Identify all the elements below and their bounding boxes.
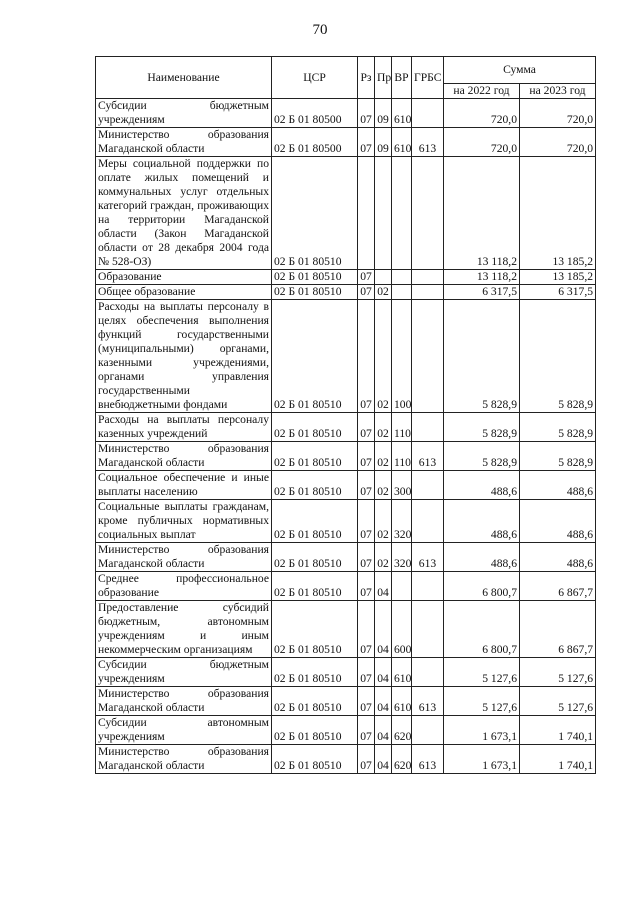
cell-vr: [392, 285, 412, 300]
cell-sum-2022: 1 673,1: [444, 716, 520, 745]
budget-table: [95, 56, 596, 774]
cell-rz: 07: [358, 285, 375, 300]
cell-sum-2022: 13 118,2: [444, 157, 520, 270]
cell-rz: 07: [358, 270, 375, 285]
table-row: [96, 128, 596, 157]
cell-rz: 07: [358, 687, 375, 716]
cell-pr: 04: [375, 745, 392, 774]
cell-vr: 110: [392, 442, 412, 471]
cell-csr: 02 Б 01 80510: [272, 300, 358, 413]
cell-sum-2022: 5 828,9: [444, 442, 520, 471]
table-row: [96, 572, 596, 601]
cell-pr: 02: [375, 500, 392, 543]
cell-name: Министерство образования Магаданской области: [96, 128, 272, 157]
cell-csr: 02 Б 01 80510: [272, 658, 358, 687]
cell-csr: 02 Б 01 80510: [272, 442, 358, 471]
table-row: [96, 285, 596, 300]
cell-name: Субсидии бюджетным учреждениям: [96, 658, 272, 687]
table-row: [96, 270, 596, 285]
cell-sum-2022: 6 800,7: [444, 572, 520, 601]
cell-grbs: 613: [412, 543, 444, 572]
cell-sum-2023: 720,0: [520, 99, 596, 128]
cell-vr: 610: [392, 687, 412, 716]
cell-rz: 07: [358, 413, 375, 442]
cell-sum-2022: 720,0: [444, 128, 520, 157]
cell-name: Расходы на выплаты персоналу казенных учреждений: [96, 413, 272, 442]
cell-grbs: [412, 658, 444, 687]
cell-sum-2023: 6 867,7: [520, 601, 596, 658]
cell-rz: [358, 157, 375, 270]
cell-sum-2023: 13 185,2: [520, 270, 596, 285]
cell-vr: [392, 572, 412, 601]
cell-name: Образование: [96, 270, 272, 285]
header-year-2022: на 2022 год: [444, 84, 520, 99]
cell-grbs: 613: [412, 128, 444, 157]
cell-rz: 07: [358, 500, 375, 543]
cell-csr: 02 Б 01 80510: [272, 157, 358, 270]
cell-name: Меры социальной поддержки по оплате жилых помещений и коммунальных услуг отдельных категорий граждан, проживающих на территории Магаданской области (Закон Магаданской области от 28 декабря 2004 года № 528-ОЗ): [96, 157, 272, 270]
cell-sum-2023: 488,6: [520, 471, 596, 500]
cell-sum-2022: 488,6: [444, 500, 520, 543]
cell-sum-2022: 488,6: [444, 543, 520, 572]
cell-sum-2023: 1 740,1: [520, 745, 596, 774]
cell-grbs: 613: [412, 745, 444, 774]
cell-sum-2022: 720,0: [444, 99, 520, 128]
cell-csr: 02 Б 01 80510: [272, 572, 358, 601]
cell-rz: 07: [358, 572, 375, 601]
table-row: [96, 745, 596, 774]
cell-sum-2022: 1 673,1: [444, 745, 520, 774]
cell-sum-2022: 5 127,6: [444, 658, 520, 687]
cell-csr: 02 Б 01 80510: [272, 716, 358, 745]
cell-pr: 04: [375, 658, 392, 687]
cell-vr: 600: [392, 601, 412, 658]
cell-sum-2023: 720,0: [520, 128, 596, 157]
cell-rz: 07: [358, 658, 375, 687]
cell-name: Министерство образования Магаданской области: [96, 442, 272, 471]
cell-grbs: [412, 157, 444, 270]
cell-name: Министерство образования Магаданской области: [96, 543, 272, 572]
cell-grbs: [412, 471, 444, 500]
cell-name: Социальное обеспечение и иные выплаты населению: [96, 471, 272, 500]
cell-vr: 110: [392, 413, 412, 442]
table-header-row: [96, 57, 596, 84]
cell-vr: 610: [392, 99, 412, 128]
cell-rz: 07: [358, 300, 375, 413]
cell-vr: [392, 270, 412, 285]
cell-grbs: [412, 285, 444, 300]
table-row: [96, 687, 596, 716]
cell-pr: 09: [375, 128, 392, 157]
cell-rz: 07: [358, 471, 375, 500]
table-row: [96, 658, 596, 687]
table-row: [96, 413, 596, 442]
cell-sum-2023: 5 127,6: [520, 658, 596, 687]
cell-rz: 07: [358, 99, 375, 128]
cell-pr: 02: [375, 543, 392, 572]
cell-name: Министерство образования Магаданской области: [96, 687, 272, 716]
cell-vr: 100: [392, 300, 412, 413]
cell-grbs: [412, 716, 444, 745]
cell-sum-2022: 6 317,5: [444, 285, 520, 300]
cell-sum-2023: 13 185,2: [520, 157, 596, 270]
cell-csr: 02 Б 01 80500: [272, 128, 358, 157]
cell-rz: 07: [358, 601, 375, 658]
cell-grbs: [412, 300, 444, 413]
cell-pr: [375, 270, 392, 285]
cell-grbs: [412, 270, 444, 285]
cell-csr: 02 Б 01 80510: [272, 543, 358, 572]
header-vr: ВР: [392, 57, 412, 99]
cell-sum-2022: 13 118,2: [444, 270, 520, 285]
cell-sum-2023: 6 867,7: [520, 572, 596, 601]
cell-vr: 320: [392, 543, 412, 572]
cell-sum-2023: 488,6: [520, 543, 596, 572]
cell-pr: 02: [375, 471, 392, 500]
cell-vr: 610: [392, 128, 412, 157]
header-csr: ЦСР: [272, 57, 358, 99]
header-rz: Рз: [358, 57, 375, 99]
cell-csr: 02 Б 01 80510: [272, 270, 358, 285]
cell-name: Министерство образования Магаданской области: [96, 745, 272, 774]
cell-rz: 07: [358, 442, 375, 471]
cell-csr: 02 Б 01 80500: [272, 99, 358, 128]
cell-rz: 07: [358, 745, 375, 774]
cell-grbs: [412, 572, 444, 601]
table-row: [96, 442, 596, 471]
header-year-2023: на 2023 год: [520, 84, 596, 99]
cell-pr: [375, 157, 392, 270]
cell-sum-2023: 1 740,1: [520, 716, 596, 745]
cell-sum-2023: 5 127,6: [520, 687, 596, 716]
cell-name: Социальные выплаты гражданам, кроме публичных нормативных социальных выплат: [96, 500, 272, 543]
cell-vr: 620: [392, 716, 412, 745]
cell-pr: 02: [375, 300, 392, 413]
table-row: [96, 99, 596, 128]
cell-pr: 09: [375, 99, 392, 128]
cell-pr: 04: [375, 572, 392, 601]
header-grbs: ГРБС: [412, 57, 444, 99]
cell-sum-2023: 5 828,9: [520, 413, 596, 442]
cell-rz: 07: [358, 716, 375, 745]
cell-csr: 02 Б 01 80510: [272, 413, 358, 442]
cell-sum-2022: 5 828,9: [444, 300, 520, 413]
table-row: [96, 300, 596, 413]
cell-pr: 04: [375, 716, 392, 745]
cell-sum-2023: 5 828,9: [520, 300, 596, 413]
cell-vr: 620: [392, 745, 412, 774]
cell-rz: 07: [358, 128, 375, 157]
table-row: [96, 601, 596, 658]
cell-grbs: [412, 99, 444, 128]
cell-name: Предоставление субсидий бюджетным, автономным учреждениям и иным некоммерческим организациям: [96, 601, 272, 658]
cell-csr: 02 Б 01 80510: [272, 471, 358, 500]
cell-sum-2022: 5 828,9: [444, 413, 520, 442]
cell-sum-2022: 488,6: [444, 471, 520, 500]
cell-vr: 320: [392, 500, 412, 543]
cell-grbs: 613: [412, 442, 444, 471]
cell-pr: 02: [375, 442, 392, 471]
cell-pr: 04: [375, 601, 392, 658]
cell-sum-2022: 6 800,7: [444, 601, 520, 658]
cell-vr: 610: [392, 658, 412, 687]
cell-csr: 02 Б 01 80510: [272, 687, 358, 716]
cell-name: Субсидии автономным учреждениям: [96, 716, 272, 745]
table-row: [96, 716, 596, 745]
cell-sum-2023: 6 317,5: [520, 285, 596, 300]
cell-name: Среднее профессиональное образование: [96, 572, 272, 601]
table-row: [96, 543, 596, 572]
cell-sum-2022: 5 127,6: [444, 687, 520, 716]
cell-pr: 04: [375, 687, 392, 716]
cell-pr: 02: [375, 413, 392, 442]
cell-csr: 02 Б 01 80510: [272, 745, 358, 774]
cell-grbs: [412, 413, 444, 442]
cell-csr: 02 Б 01 80510: [272, 601, 358, 658]
cell-name: Субсидии бюджетным учреждениям: [96, 99, 272, 128]
header-pr: Пр: [375, 57, 392, 99]
cell-sum-2023: 488,6: [520, 500, 596, 543]
header-name: Наименование: [96, 57, 272, 99]
table-row: [96, 471, 596, 500]
cell-rz: 07: [358, 543, 375, 572]
cell-name: Расходы на выплаты персоналу в целях обеспечения выполнения функций государственными (муниципальными) органами, казенными учреждениями, органами управления государственными внебюджетными фондами: [96, 300, 272, 413]
header-sum: Сумма: [444, 57, 596, 84]
cell-grbs: [412, 601, 444, 658]
cell-pr: 02: [375, 285, 392, 300]
cell-vr: 300: [392, 471, 412, 500]
cell-csr: 02 Б 01 80510: [272, 285, 358, 300]
cell-sum-2023: 5 828,9: [520, 442, 596, 471]
table-row: [96, 157, 596, 270]
cell-csr: 02 Б 01 80510: [272, 500, 358, 543]
cell-grbs: [412, 500, 444, 543]
page-number: 70: [312, 22, 328, 38]
table-body: [96, 99, 596, 774]
table-row: [96, 500, 596, 543]
cell-grbs: 613: [412, 687, 444, 716]
cell-name: Общее образование: [96, 285, 272, 300]
cell-vr: [392, 157, 412, 270]
